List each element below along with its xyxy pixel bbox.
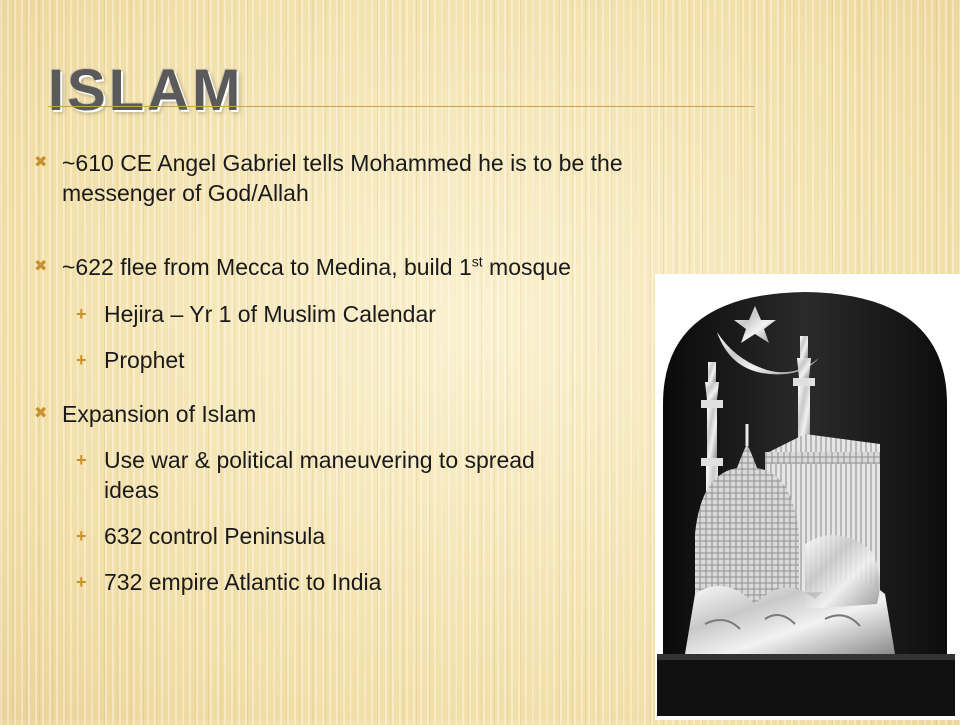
bullet-x-icon: ✖ bbox=[34, 258, 48, 275]
bullet-plus-icon: + bbox=[76, 304, 87, 324]
bullet-list bbox=[34, 148, 634, 597]
bullet-item bbox=[34, 252, 634, 282]
sub-bullet-item bbox=[34, 345, 634, 375]
bullet-text: ~622 flee from Mecca to Medina, build 1 bbox=[62, 254, 472, 280]
bullet-plus-icon: + bbox=[76, 350, 87, 370]
bullet-text: mosque bbox=[482, 254, 571, 280]
bullet-plus-icon: + bbox=[76, 450, 87, 470]
bullet-x-icon: ✖ bbox=[34, 154, 48, 171]
bullet-item bbox=[34, 399, 634, 429]
sub-bullet-text: Use war & political maneuvering to spread ideas bbox=[104, 447, 535, 503]
sub-bullet-text: 632 control Peninsula bbox=[104, 523, 326, 549]
bullet-item bbox=[34, 148, 634, 208]
bullet-text: Expansion of Islam bbox=[62, 401, 257, 427]
sub-bullet-item bbox=[34, 567, 634, 597]
sub-bullet-text: Prophet bbox=[104, 347, 185, 373]
superscript: st bbox=[471, 253, 483, 270]
sub-bullet-item bbox=[34, 299, 634, 329]
sub-bullet-text: 732 empire Atlantic to India bbox=[104, 569, 382, 595]
mosque-sculpture-image bbox=[655, 274, 960, 720]
bullet-plus-icon: + bbox=[76, 526, 87, 546]
title-underline bbox=[48, 106, 754, 107]
sub-bullet-item bbox=[34, 445, 584, 505]
sub-bullet-item bbox=[34, 521, 634, 551]
bullet-text: ~610 CE Angel Gabriel tells Mohammed he is to be the messenger of God/Allah bbox=[62, 150, 623, 206]
slide-title: ISLAM bbox=[48, 58, 244, 123]
bullet-x-icon: ✖ bbox=[34, 405, 48, 422]
bullet-plus-icon: + bbox=[76, 572, 87, 592]
sub-bullet-text: Hejira – Yr 1 of Muslim Calendar bbox=[104, 301, 436, 327]
mosque-sculpture-svg bbox=[655, 274, 960, 720]
